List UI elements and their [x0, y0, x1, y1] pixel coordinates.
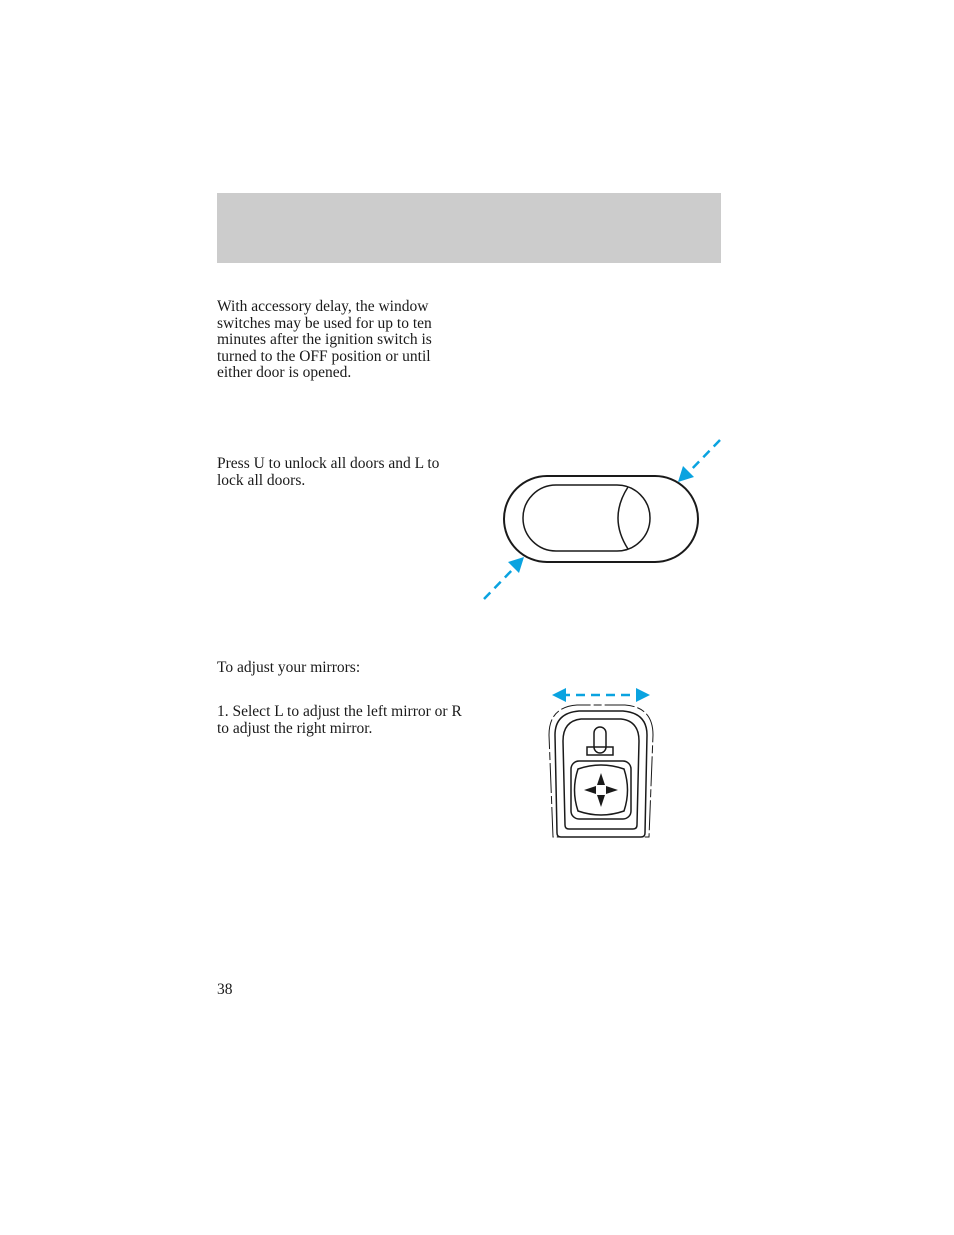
lock-arrow-icon — [678, 440, 720, 482]
mirror-joystick — [571, 761, 631, 819]
page-number: 38 — [217, 981, 233, 998]
switch-outer-bezel — [504, 476, 698, 562]
left-right-arrow-icon — [552, 688, 650, 702]
switch-rocker-curve — [618, 487, 628, 549]
mirror-control-illustration — [545, 685, 657, 845]
mirrors-step1-text: 1. Select L to adjust the left mirror or R to adjust the right mirror. — [217, 703, 462, 737]
door-lock-text: Press U to unlock all doors and L to lock all doors. — [217, 455, 440, 489]
joystick-left-icon — [584, 786, 596, 794]
switch-rocker — [523, 485, 650, 551]
joystick-up-icon — [597, 773, 605, 785]
mirror-select-switch — [587, 727, 613, 755]
unlock-arrow-icon — [484, 557, 524, 599]
accessory-delay-text: With accessory delay, the window switches may be used for up to ten minutes after the ignition switch is turned to the OFF position or until either door is opened. — [217, 298, 432, 382]
door-lock-switch-illustration — [480, 435, 725, 605]
joystick-down-icon — [597, 795, 605, 807]
joystick-right-icon — [606, 786, 618, 794]
section-header-band — [217, 193, 721, 263]
mirrors-intro-text: To adjust your mirrors: — [217, 659, 361, 676]
